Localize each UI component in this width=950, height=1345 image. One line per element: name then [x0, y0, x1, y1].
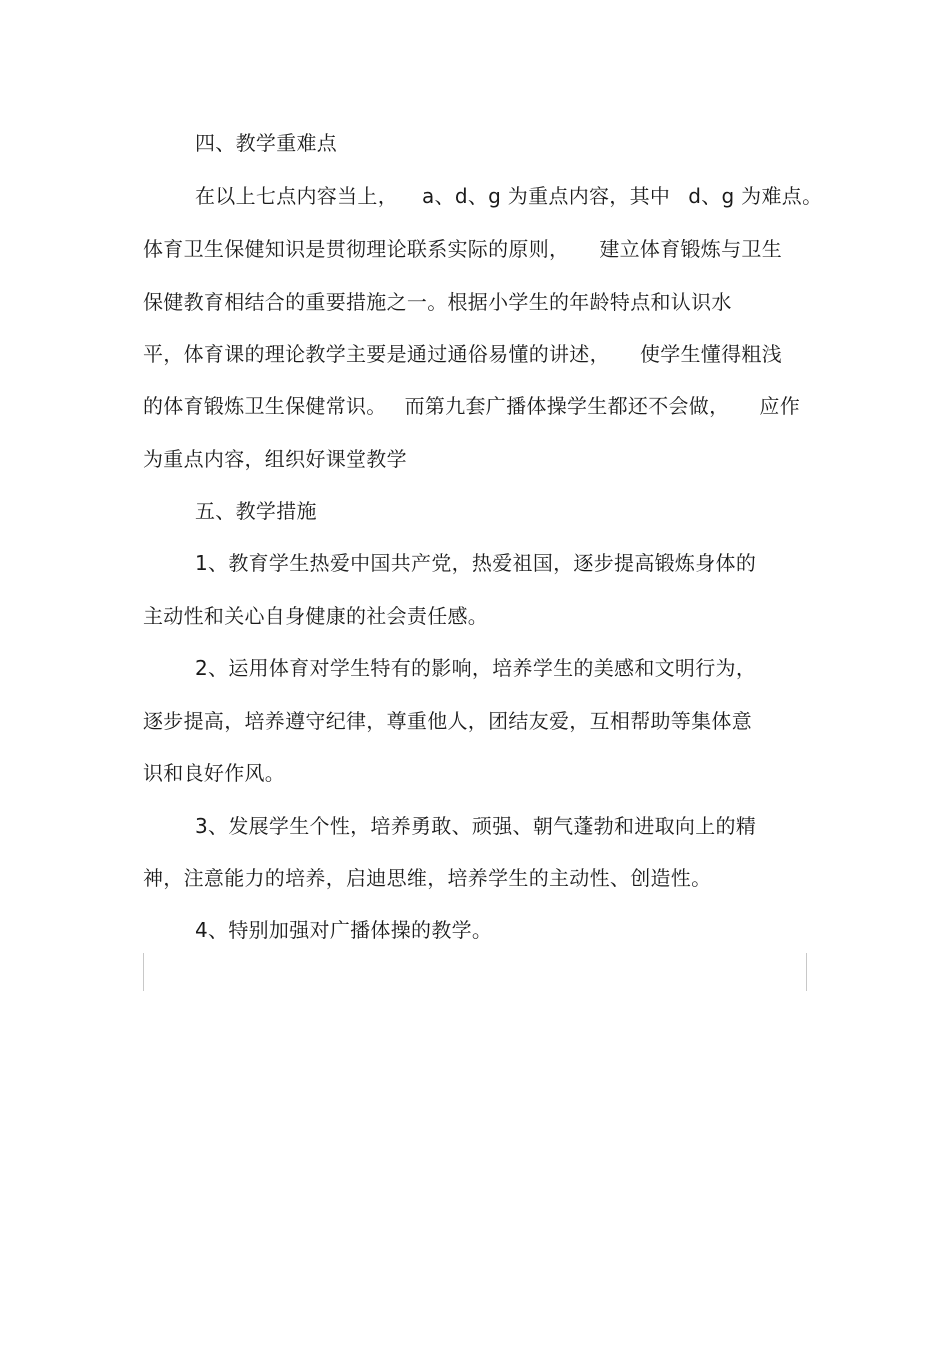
text-span: 平，体育课的理论教学主要是通过通俗易懂的讲述，	[143, 342, 610, 366]
paragraph-line	[143, 236, 782, 262]
paragraph-line	[195, 183, 822, 209]
text-span: 建立体育锻炼与卫生	[599, 237, 783, 261]
list-item-2-line: 2、运用体育对学生特有的影响，培养学生的美感和文明行为，	[195, 656, 757, 680]
list-item-4-line: 4、特别加强对广播体操的教学。	[195, 918, 493, 942]
text-span: 使学生懂得粗浅	[639, 342, 783, 366]
text-span: d、g 为难点。	[688, 184, 823, 208]
text-span: 在以上七点内容当上，	[195, 184, 398, 208]
list-item-2-line: 逐步提高，培养遵守纪律，尊重他人，团结友爱，互相帮助等集体意	[143, 709, 752, 733]
section-heading-measures: 五、教学措施	[195, 499, 317, 523]
paragraph-line	[143, 393, 800, 419]
list-item-1-line: 1、教育学生热爱中国共产党，热爱祖国，逐步提高锻炼身体的	[195, 551, 757, 575]
text-span: a、d、g 为重点内容，其中	[422, 184, 671, 208]
text-span: 的体育锻炼卫生保健常识。	[143, 394, 387, 418]
text-span: 体育卫生保健知识是贯彻理论联系实际的原则，	[143, 237, 570, 261]
list-item-3-line: 3、发展学生个性，培养勇敢、顽强、朝气蓬勃和进取向上的精	[195, 814, 757, 838]
list-item-1-line: 主动性和关心自身健康的社会责任感。	[143, 604, 489, 628]
paragraph-line	[143, 341, 782, 367]
paragraph-line: 保健教育相结合的重要措施之一。根据小学生的年龄特点和认识水	[143, 290, 732, 314]
list-item-2-line: 识和良好作风。	[143, 761, 286, 785]
text-span: 应作	[759, 394, 801, 418]
right-frame-mark	[806, 953, 807, 991]
list-item-3-line: 神，注意能力的培养，启迪思维，培养学生的主动性、创造性。	[143, 866, 712, 890]
section-heading-key-points: 四、教学重难点	[195, 131, 338, 155]
left-frame-mark	[143, 953, 144, 991]
paragraph-line: 为重点内容，组织好课堂教学	[143, 447, 407, 471]
text-span: 而第九套广播体操学生都还不会做，	[404, 394, 730, 418]
